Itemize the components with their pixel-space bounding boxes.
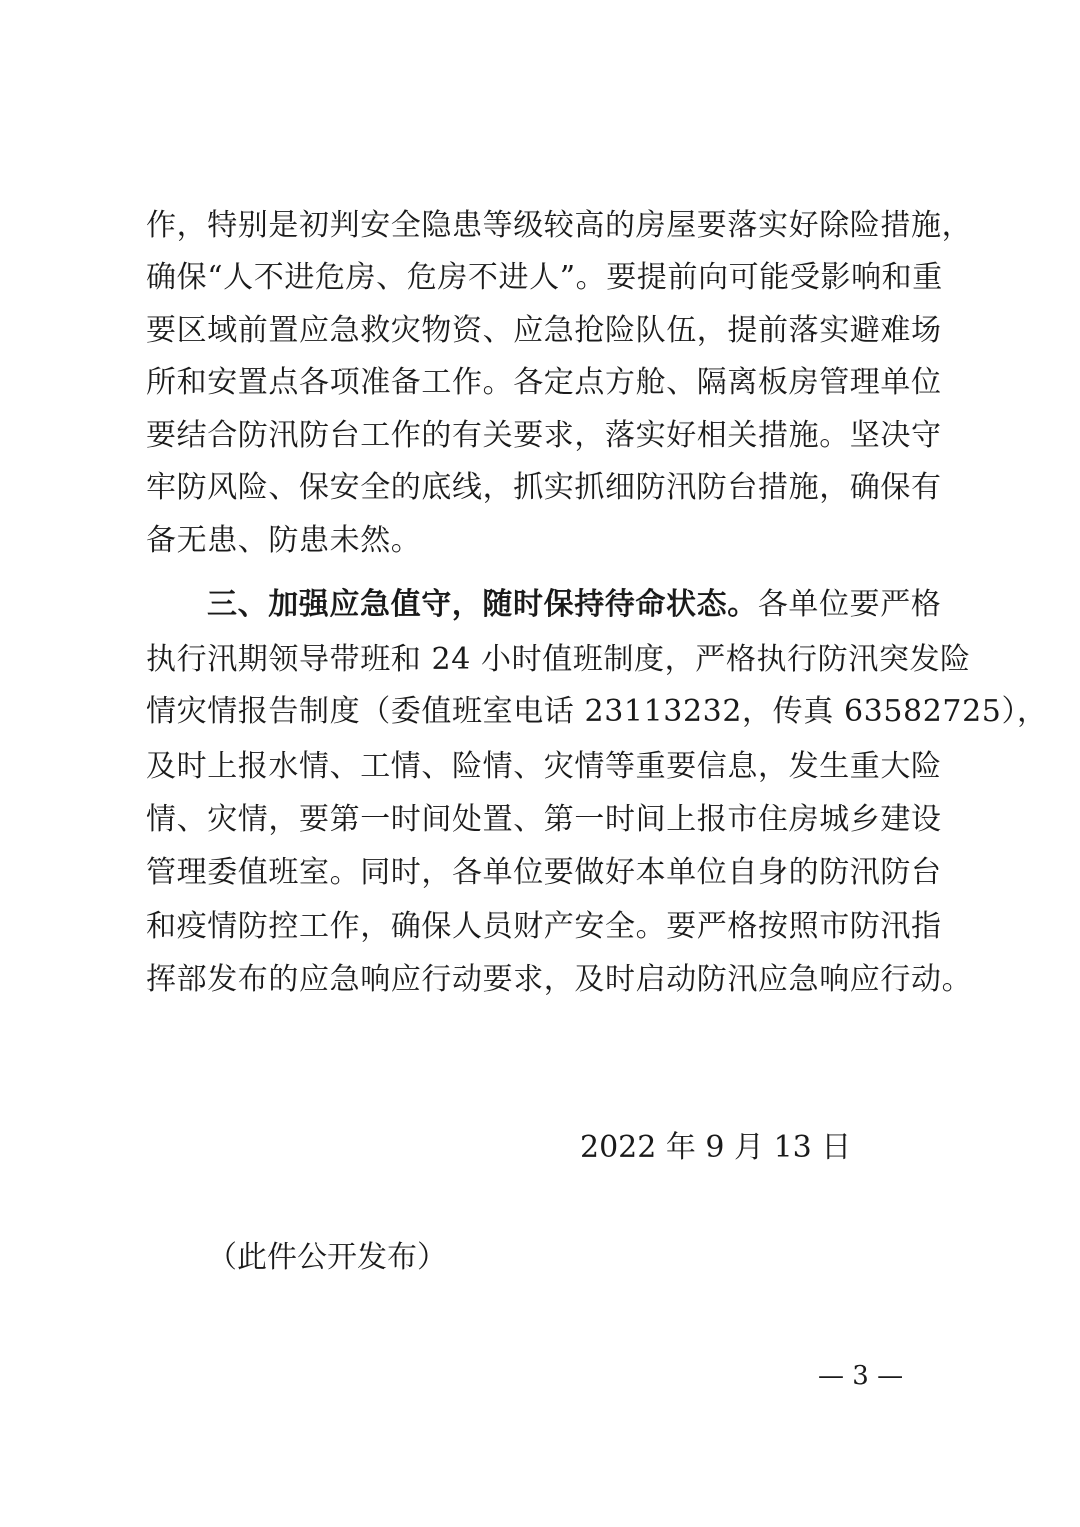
body-line: 作，特别是初判安全隐患等级较高的房屋要落实好除险措施， — [146, 208, 973, 243]
body-text: 各单位要严格 — [757, 587, 942, 622]
body-line: 挥部发布的应急响应行动要求，及时启动防汛应急响应行动。 — [146, 962, 973, 997]
page-number: — 3 — — [818, 1361, 904, 1391]
body-line: 确保“人不进危房、危房不进人”。要提前向可能受影响和重 — [146, 260, 943, 295]
body-line: 备无患、防患未然。 — [146, 523, 422, 558]
body-line: 和疫情防控工作，确保人员财产安全。要严格按照市防汛指 — [146, 909, 942, 944]
document-date: 2022 年 9 月 13 日 — [580, 1130, 852, 1165]
body-line: 牢防风险、保安全的底线，抓实抓细防汛防台措施，确保有 — [146, 470, 942, 505]
body-line: 管理委值班室。同时，各单位要做好本单位自身的防汛防台 — [146, 855, 942, 890]
body-line: 情、灾情，要第一时间处置、第一时间上报市住房城乡建设 — [146, 802, 942, 837]
section-three-first-line — [207, 585, 941, 625]
body-line: 执行汛期领导带班和 24 小时值班制度，严格执行防汛突发险 — [146, 642, 971, 677]
body-line: 要区域前置应急救灾物资、应急抢险队伍，提前落实避难场 — [146, 313, 942, 348]
body-line: 情灾情报告制度（委值班室电话 23113232，传真 63582725）， — [146, 694, 1048, 729]
body-line: 所和安置点各项准备工作。各定点方舱、隔离板房管理单位 — [146, 365, 942, 400]
publication-note: （此件公开发布） — [207, 1240, 447, 1275]
section-three-heading: 三、加强应急值守，随时保持待命状态。 — [207, 587, 758, 622]
body-line: 要结合防汛防台工作的有关要求，落实好相关措施。坚决守 — [146, 418, 942, 453]
body-line: 及时上报水情、工情、险情、灾情等重要信息，发生重大险 — [146, 749, 942, 784]
